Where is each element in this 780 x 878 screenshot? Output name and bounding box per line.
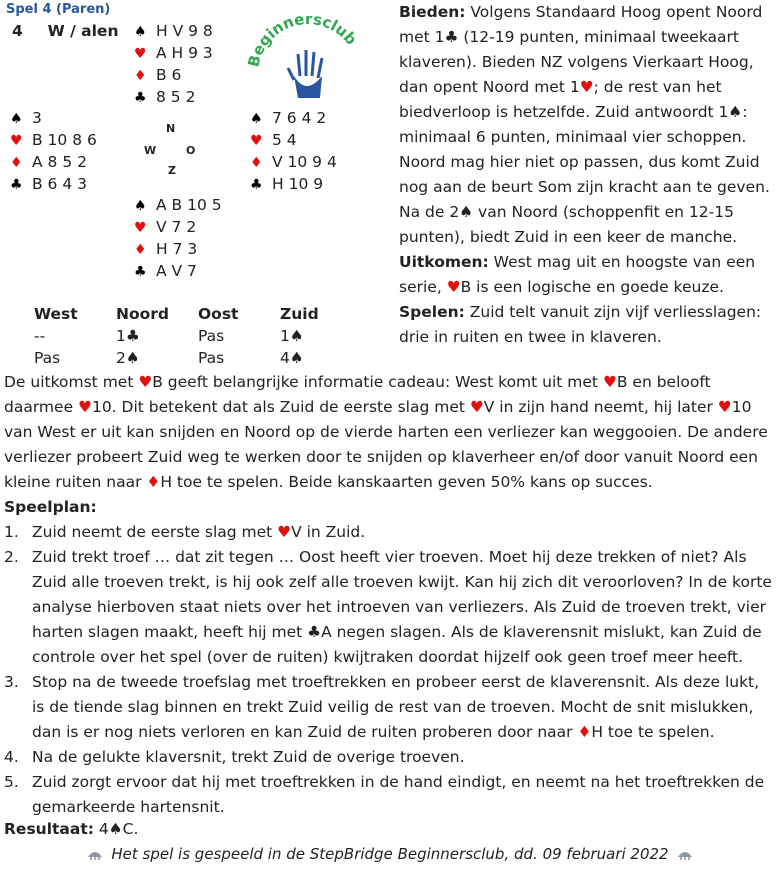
bid-cell: 2♠: [116, 349, 140, 367]
diamond-icon: ♦: [134, 68, 147, 84]
spade-icon: ♠: [108, 820, 123, 838]
south-clubs: A V 7: [156, 262, 197, 280]
text: : minimaal 6 punten, minimaal vier schoppen. Noord mag hier niet op passen, dus komt Zuid nog aan de beurt Som zijn kracht aan te geven. Na de 2: [399, 103, 770, 221]
uitkomen-label: Uitkomen:: [399, 253, 489, 271]
text: B en belooft daarmee: [4, 373, 711, 416]
east-spades: 7 6 4 2: [272, 109, 327, 127]
heart-icon: ♥: [138, 373, 153, 391]
heart-icon: ♥: [250, 133, 263, 149]
heart-icon: ♥: [446, 278, 461, 296]
text: 10. Dit betekent dat als Zuid de eerste slag met: [91, 398, 470, 416]
list-item: 5. Zuid zorgt ervoor dat hij met troeftrekken in de hand eindigt, en neemt na het troeftrekken de gemarkeerde hartensnit.: [4, 773, 765, 816]
result: Resultaat: 4♠C.: [4, 820, 139, 838]
bid-cell: 1♠: [280, 327, 304, 345]
south-diamonds: H 7 3: [156, 240, 198, 258]
compass-w: W: [144, 144, 157, 157]
heart-icon: ♥: [277, 523, 292, 541]
text: A negen slagen. Als de klaverensnit mislukt, kan Zuid de controle over het spel (over de ruiten) kwijtraken doordat hijzelf ook geen troef meer heeft.: [32, 623, 762, 666]
diamond-icon: ♦: [10, 155, 23, 171]
club-icon: ♣: [134, 90, 147, 106]
north-diamonds: B 6: [156, 66, 182, 84]
text: H toe te spelen.: [591, 723, 715, 741]
footer-text: Het spel is gespeeld in de StepBridge Beginnersclub, dd. 09 februari 2022: [111, 845, 669, 863]
text: Zuid telt vanuit zijn vijf verliesslagen: drie in ruiten en twee in klaveren.: [399, 303, 762, 346]
heart-icon: ♥: [579, 78, 594, 96]
spelen-paragraph: [399, 300, 777, 350]
east-diamonds: V 10 9 4: [272, 153, 337, 171]
diamond-icon: ♦: [134, 242, 147, 258]
club-icon: ♣: [444, 28, 459, 46]
club-icon: ♣: [250, 177, 263, 193]
text: De uitkomst met: [4, 373, 139, 391]
spelen-label: Spelen:: [399, 303, 465, 321]
compass-o: O: [186, 144, 196, 157]
south-hearts: V 7 2: [156, 218, 197, 236]
text: V in Zuid.: [291, 523, 366, 541]
text: Zuid trekt troef … dat zit tegen … Oost heeft vier troeven. Moet hij deze trekken of niet? Als Zuid alle troeven trekt, is hij ook zelf alle troeven kwijt. Kan hij zich dit veroorloven? In de korte analyse hierboven staat niets over het introeven van verliezers. Als Zuid de troeven trekt, vier harten slagen maakt, heeft hij met: [32, 548, 772, 641]
south-spades: A B 10 5: [156, 196, 222, 214]
bieden-label: Bieden:: [399, 3, 466, 21]
spade-icon: ♠: [10, 111, 23, 127]
text: B geeft belangrijke informatie cadeau: West komt uit met: [152, 373, 603, 391]
west-diamonds: A 8 5 2: [32, 153, 87, 171]
bid-cell: Pas: [34, 349, 61, 367]
deal-title: Spel 4 (Paren): [6, 2, 111, 17]
west-clubs: B 6 4 3: [32, 175, 87, 193]
speelplan: [4, 495, 774, 820]
heart-icon: ♥: [134, 220, 147, 236]
text: van Noord (schoppenfit en 12-15 punten), biedt Zuid in een keer de manche.: [399, 203, 738, 246]
result-label: Resultaat:: [4, 820, 94, 838]
bid-header-west: West: [34, 305, 78, 323]
spade-icon: ♠: [250, 111, 263, 127]
diamond-icon: ♦: [250, 155, 263, 171]
list-item: 4. Na de gelukte klaversnit, trekt Zuid de overige troeven.: [4, 748, 465, 766]
heart-icon: ♥: [717, 398, 732, 416]
compass-n: N: [166, 122, 176, 135]
heart-icon: ♥: [134, 46, 147, 62]
list-item: 2. Zuid trekt troef … dat zit tegen … Oost heeft vier troeven. Moet hij deze trekken of niet? Als Zuid alle troeven trekt, is hij ook zelf alle troeven kwijt. Kan hij zich dit veroorloven? In de korte analyse hierboven staat niets over het introeven van verliezers. Als Zuid de troeven trekt, vier harten slagen maakt, heeft hij met ♣A negen slagen. Als de klaverensnit mislukt, kan Zuid de controle over het spel (over de ruiten) kwijtraken doordat hijzelf ook geen troef meer heeft.: [4, 548, 772, 666]
text: Volgens Standaard Hoog opent Noord met 1: [399, 3, 763, 46]
dealer-vulnerability: W / alen: [47, 22, 119, 40]
body-paragraph: [4, 370, 774, 495]
spade-icon: ♠: [728, 103, 743, 121]
north-hand: [134, 20, 213, 108]
club-icon: ♣: [134, 264, 147, 280]
diamond-icon: ♦: [146, 473, 161, 491]
text: Na de gelukte klaversnit, trekt Zuid de overige troeven.: [32, 748, 465, 766]
spade-icon: ♠: [459, 203, 474, 221]
heart-icon: ♥: [469, 398, 484, 416]
deal-info: [12, 22, 118, 40]
text: ; de rest van het biedverloop is hetzelfde. Zuid antwoordt 1: [399, 78, 729, 121]
text: (12-19 punten, minimaal tweekaart klaveren). Bieden NZ volgens Vierkaart Hoog, dan opent Noord met 1: [399, 28, 754, 96]
bieden-paragraph: [399, 0, 777, 250]
bid-cell: 4♠: [280, 349, 304, 367]
result-value: C.: [122, 820, 139, 838]
east-hearts: 5 4: [272, 131, 297, 149]
list-item: 3. Stop na de tweede troefslag met troeftrekken en probeer eerst de klaverensnit. Als deze lukt, is de tiende slag binnen en trekt Zuid veilig de rest van de troeven. Mocht de snit mislukken, dan is er nog niets verloren en kan Zuid de ruiten proberen door naar ♦H toe te spelen.: [4, 673, 760, 741]
stepbridge-icon: [677, 847, 693, 861]
beginnersclub-logo: [248, 16, 366, 112]
spade-icon: ♠: [134, 198, 147, 214]
text: West mag uit en hoogste van een serie,: [399, 253, 756, 296]
analysis-right-column: [399, 0, 777, 350]
west-hearts: B 10 8 6: [32, 131, 97, 149]
stepbridge-icon: [87, 847, 103, 861]
text: Stop na de tweede troefslag met troeftrekken en probeer eerst de klaverensnit. Als deze lukt, is de tiende slag binnen en trekt Zuid veilig de rest van de troeven. Mocht de snit mislukken, dan is er nog niets verloren en kan Zuid de ruiten proberen door naar: [32, 673, 760, 741]
east-hand: [250, 107, 337, 195]
bid-cell: --: [34, 327, 46, 345]
diamond-icon: ♦: [577, 723, 592, 741]
bid-cell: Pas: [198, 327, 225, 345]
text: Zuid neemt de eerste slag met: [32, 523, 278, 541]
north-clubs: 8 5 2: [156, 88, 196, 106]
compass-z: Z: [168, 164, 176, 177]
text: B is een logische en goede keuze.: [460, 278, 724, 296]
uitkomen-paragraph: [399, 250, 777, 300]
west-hand: [10, 107, 97, 195]
bid-header-zuid: Zuid: [280, 305, 319, 323]
text: 10 van West er uit kan snijden en Noord op de vierde harten een verliezer kan weggooien. De andere verliezer probeert Zuid weg te werken door te snijden op klaverheer en/of door vanuit Noord een kleine ruiten naar: [4, 398, 768, 491]
north-hearts: A H 9 3: [156, 44, 213, 62]
footer: [0, 845, 780, 863]
north-spades: H V 9 8: [156, 22, 213, 40]
text: H toe te spelen. Beide kanskaarten geven 50% kans op succes.: [160, 473, 653, 491]
logo-text: eginnersclub: [248, 16, 361, 59]
heart-icon: ♥: [10, 133, 23, 149]
spade-icon: ♠: [134, 24, 147, 40]
heart-icon: ♥: [602, 373, 617, 391]
club-icon: ♣: [10, 177, 23, 193]
bidding-table: [34, 303, 334, 369]
speelplan-label: Speelplan:: [4, 498, 97, 516]
text: V in zijn hand neemt, hij later: [483, 398, 718, 416]
list-item: 1. Zuid neemt de eerste slag met ♥V in Zuid.: [4, 523, 366, 541]
bid-header-oost: Oost: [198, 305, 239, 323]
east-clubs: H 10 9: [272, 175, 324, 193]
south-hand: [134, 194, 222, 282]
text: Zuid zorgt ervoor dat hij met troeftrekken in de hand eindigt, en neemt na het troeftrekken de gemarkeerde hartensnit.: [32, 773, 765, 816]
bid-cell: Pas: [198, 349, 225, 367]
deal-number: 4: [12, 22, 23, 40]
heart-icon: ♥: [78, 398, 92, 416]
club-icon: ♣: [307, 623, 322, 641]
bid-header-noord: Noord: [116, 305, 170, 323]
west-spades: 3: [32, 109, 42, 127]
bid-cell: 1♣: [116, 327, 140, 345]
